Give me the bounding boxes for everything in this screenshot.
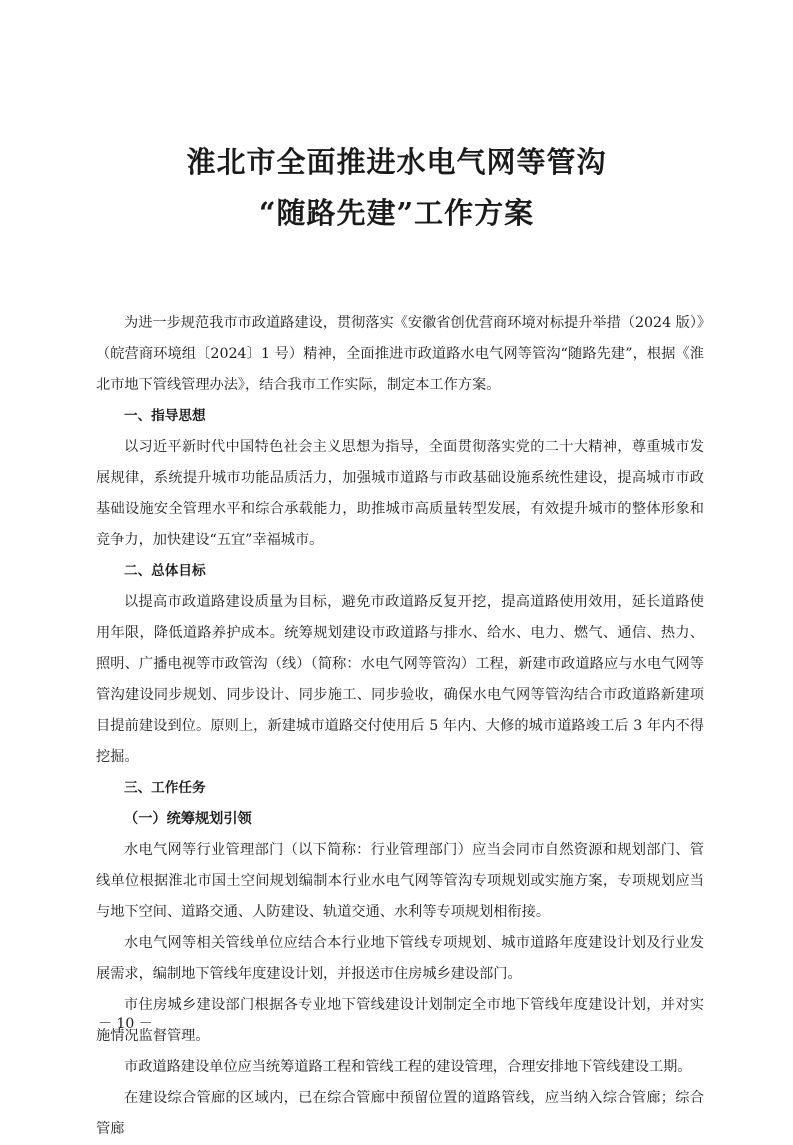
section-heading-work-tasks: 三、工作任务: [124, 780, 206, 796]
section-heading-overall-goal: 二、总体目标: [124, 563, 206, 579]
intro-paragraph: 为进一步规范我市市政道路建设，贯彻落实《安徽省创优营商环境对标提升举措（2024 版）》（皖营商环境组〔2024〕1 号）精神，全面推进市政道路水电气网等管沟“随路先建”，根据《淮北市地下管线管理办法》，结合我市工作实际，制定本工作方案。: [96, 315, 704, 393]
paragraph-planning-3: 市住房城乡建设部门根据各专业地下管线建设计划制定全市地下管线年度建设计划，并对实施情况监督管理。: [96, 997, 704, 1044]
paragraph-planning-5: 在建设综合管廊的区域内，已在综合管廊中预留位置的道路管线，应当纳入综合管廊；综合管廊: [96, 1090, 704, 1137]
paragraph-planning-4: 市政道路建设单位应当统筹道路工程和管线工程的建设管理，合理安排地下管线建设工期。: [124, 1059, 692, 1075]
section-heading-guiding-ideology: 一、指导思想: [124, 408, 206, 424]
section-paragraph-overall-goal: 以提高市政道路建设质量为目标，避免市政道路反复开挖，提高道路使用效用，延长道路使用年限，降低道路养护成本。统筹规划建设市政道路与排水、给水、电力、燃气、通信、热力、照明、广播电视等市政管沟（线）（简称：水电气网等管沟）工程，新建市政道路应与水电气网等管沟建设同步规划、同步设计、同步施工、同步验收，确保水电气网等管沟结合市政道路新建项目提前建设到位。原则上，新建城市道路交付使用后 5 年内、大修的城市道路竣工后 3 年内不得挖掘。: [96, 594, 704, 765]
document-title-line-2: “随路先建”工作方案: [258, 196, 535, 230]
page-number: － 10 －: [98, 1016, 153, 1032]
document-body: [96, 308, 704, 1145]
paragraph-planning-2: 水电气网等相关管线单位应结合本行业地下管线专项规划、城市道路年度建设计划及行业发展需求，编制地下管线年度建设计划，并报送市住房城乡建设部门。: [96, 935, 704, 982]
section-paragraph-guiding-ideology: 以习近平新时代中国特色社会主义思想为指导，全面贯彻落实党的二十大精神，尊重城市发展规律，系统提升城市功能品质活力，加强城市道路与市政基础设施系统性建设，提高城市市政基础设施安全管理水平和综合承载能力，助推城市高质量转型发展，有效提升城市的整体形象和竞争力，加快建设“五宜”幸福城市。: [96, 439, 704, 548]
subsection-heading-planning: （一）统筹规划引领: [124, 811, 252, 827]
paragraph-planning-1: 水电气网等行业管理部门（以下简称：行业管理部门）应当会同市自然资源和规划部门、管线单位根据淮北市国土空间规划编制本行业水电气网等管沟专项规划或实施方案，专项规划应当与地下空间、道路交通、人防建设、轨道交通、水利等专项规划相衔接。: [96, 842, 704, 920]
document-title-line-1: 淮北市全面推进水电气网等管沟: [186, 145, 607, 179]
